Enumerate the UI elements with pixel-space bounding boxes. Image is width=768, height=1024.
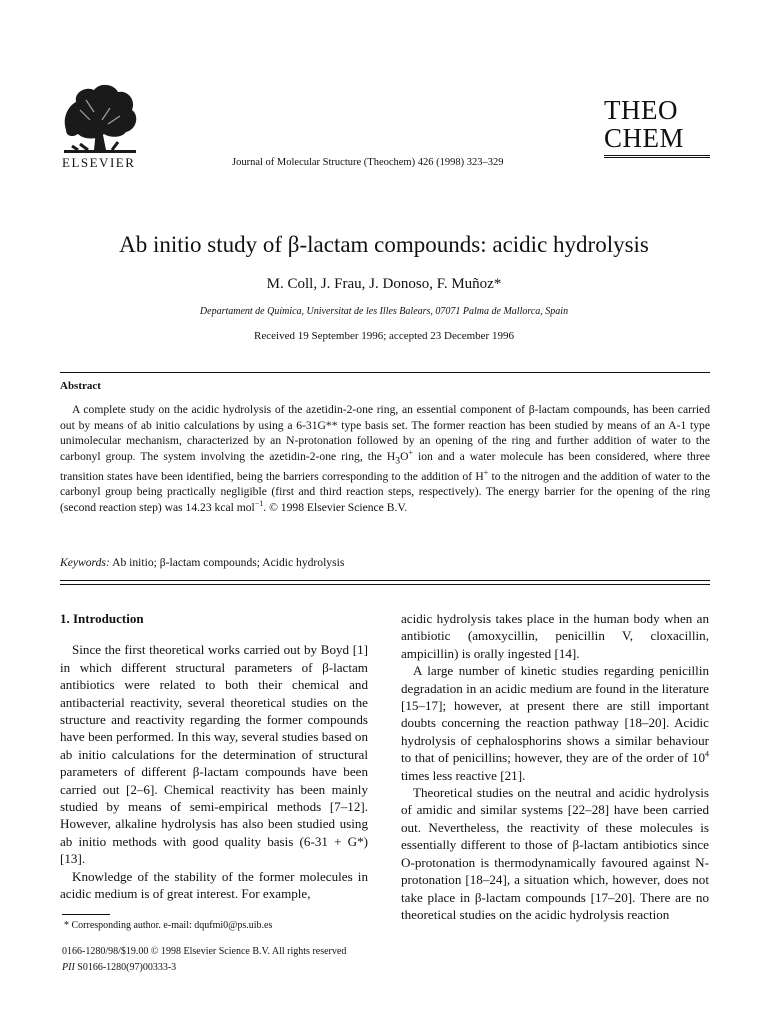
- section-heading: 1. Introduction: [60, 611, 144, 626]
- keywords-text: Ab initio; β-lactam compounds; Acidic hydrolysis: [109, 556, 345, 569]
- journal-citation: Journal of Molecular Structure (Theochem) 426 (1998) 323–329: [232, 157, 504, 168]
- paragraph: Theoretical studies on the neutral and acidic hydrolysis of amidic and similar systems [22–28] have been carried out. Nevertheless, the reactivity of these molecules is essentially different to those of β-lactam antibiotics since O-protonation is thermodynamically favoured against N-protonation [18–24], a situation which, however, does not take place in β-lactam compounds [17–20]. There are no theoretical studies on the acidic hydrolysis reaction: [401, 785, 709, 922]
- divider-top: [60, 372, 710, 373]
- theochem-masthead: [604, 96, 710, 159]
- divider-bottom-2: [60, 584, 710, 585]
- copyright-line: 0166-1280/98/$19.00 © 1998 Elsevier Science B.V. All rights reserved: [62, 946, 347, 957]
- elsevier-tree-logo: [60, 80, 140, 156]
- masthead-theo: THEO: [604, 95, 678, 125]
- abstract-heading: Abstract: [60, 380, 101, 392]
- left-column: [60, 610, 368, 903]
- masthead-chem: CHEM: [604, 123, 685, 153]
- paragraph: Knowledge of the stability of the former molecules in acidic medium is of great interest. For example,: [60, 868, 368, 902]
- pii-line: PII S0166-1280(97)00333-3: [62, 962, 177, 973]
- abstract-text: A complete study on the acidic hydrolysis of the azetidin-2-one ring, an essential component of β-lactam compounds, has been carried out by means of ab initio calculations by using a 6-31G** type basis set. The former reaction has been studied by means of an A-1 type unimolecular mechanism, characterized by an N-protonation followed by an opening of the ring and further addition of water to the carbonyl group. The system involving the azetidin-2-one ring, the $H_3O^+$ ion and a water molecule has been considered, where three transition states have been identified, being the barriers corresponding to the addition of H+ to the nitrogen and the addition of water to the carbonyl group being practically negligible (first and third reaction steps, respectively). The energy barrier for the opening of the ring (second reaction step) was 14.23 kcal mol$^{-1}$. © 1998 Elsevier Science B.V.: [60, 403, 711, 514]
- keywords: [60, 556, 344, 569]
- article-title: Ab initio study of β-lactam compounds: acidic hydrolysis: [119, 232, 649, 257]
- paragraph: Since the first theoretical works carried out by Boyd [1] in which different structural parameters of β-lactam antibiotics were related to both their chemical and antibacterial reactivity, several theoretical studies on the structure and reactivity regarding the former compounds have been performed. In this way, several studies based on ab initio calculations for the determination of structural parameters of different β-lactam compounds have been carried out [2–6]. Chemical reactivity has been mainly studied by means of semi-empirical methods [7–12]. However, alkaline hydrolysis has also been studied using ab initio methods with good quality basis (6-31 + G*) [13].: [60, 642, 368, 867]
- keywords-label: Keywords:: [60, 556, 110, 569]
- article-authors: M. Coll, J. Frau, J. Donoso, F. Muñoz*: [266, 276, 502, 292]
- publisher-name: ELSEVIER: [62, 155, 136, 170]
- paragraph: A large number of kinetic studies regarding penicillin degradation in an acidic medium are found in the literature [15–17]; however, at present there are still important doubts concerning the reaction pathway [18–20]. Acidic hydrolysis of cephalosphorins shows a similar behaviour to that of penicillins; however, they are of the order of $10^4$ times less reactive [21].: [401, 663, 709, 783]
- author-affiliation: Departament de Química, Universitat de les Illes Balears, 07071 Palma de Mallorca, Spain: [199, 306, 569, 317]
- masthead-rules: [604, 155, 710, 158]
- footnote-rule: [62, 914, 110, 915]
- received-dates: Received 19 September 1996; accepted 23 December 1996: [254, 330, 514, 342]
- paragraph: acidic hydrolysis takes place in the human body when an antibiotic (amoxycillin, penicillin V, cloxacillin, ampicillin) is orally ingested [14].: [401, 611, 709, 661]
- corresponding-author-footnote: * Corresponding author. e-mail: dqufmi0@ps.uib.es: [64, 920, 273, 931]
- divider-bottom-1: [60, 580, 710, 581]
- right-column: [401, 610, 709, 923]
